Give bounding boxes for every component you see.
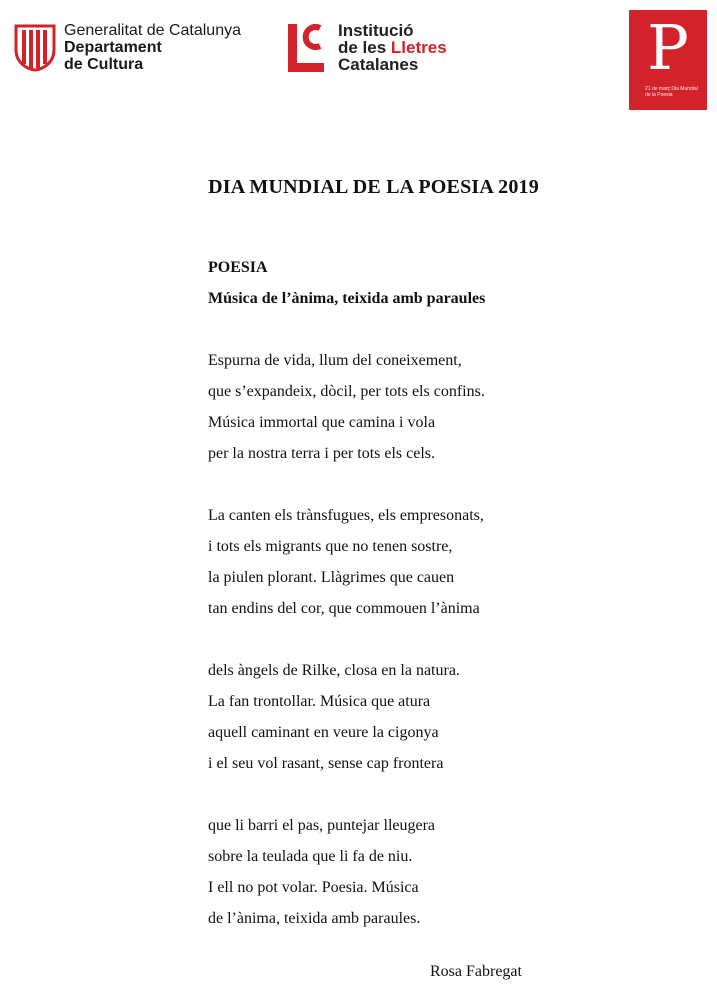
poem-label: POESIA — [208, 259, 268, 276]
verse: La canten els trànsfugues, els empresonats, — [208, 507, 484, 524]
verse: per la nostra terra i per tots els cels. — [208, 445, 436, 462]
ilc-line1: Institució — [338, 21, 414, 40]
ilc-line2-prefix: de les — [338, 38, 391, 57]
ilc-line2-red: Lletres — [390, 38, 447, 57]
ilc-logo — [288, 22, 447, 74]
lc-icon — [288, 22, 328, 74]
verse: aquell caminant en veure la cigonya — [208, 724, 439, 741]
verse: dels àngels de Rilke, closa en la natura. — [208, 662, 460, 679]
gencat-name: Generalitat de Catalunya — [64, 22, 241, 39]
gencat-logo — [12, 22, 241, 73]
ilc-line3: Catalanes — [338, 55, 419, 74]
badge-caption: 21 de març Dia Mundial de la Poesia — [645, 86, 698, 98]
verse: Música immortal que camina i vola — [208, 414, 436, 431]
stanza-4 — [208, 810, 668, 934]
verse: I ell no pot volar. Poesia. Música — [208, 879, 419, 896]
badge-letter: P — [647, 11, 689, 84]
author-signature: Rosa Fabregat — [430, 963, 522, 980]
verse: que li barri el pas, puntejar lleugera — [208, 817, 436, 834]
verse: sobre la teulada que li fa de niu. — [208, 848, 413, 865]
stanza-1 — [208, 345, 668, 469]
gencat-culture: de Cultura — [64, 56, 144, 73]
verse: que s’expandeix, dòcil, per tots els confins. — [208, 383, 485, 400]
verse: tan endins del cor, que commouen l’ànima — [208, 600, 480, 617]
poetry-day-badge — [629, 10, 707, 110]
stanza-3 — [208, 655, 668, 779]
poem-subtitle: Música de l’ànima, teixida amb paraules — [208, 290, 486, 307]
verse: de l’ànima, teixida amb paraules. — [208, 910, 421, 927]
verse: La fan trontollar. Música que atura — [208, 693, 431, 710]
verse: i el seu vol rasant, sense cap frontera — [208, 755, 444, 772]
header — [0, 0, 717, 120]
ilc-line2 — [338, 39, 447, 56]
gencat-department: Departament — [64, 39, 162, 56]
verse: Espurna de vida, llum del coneixement, — [208, 352, 462, 369]
verse: i tots els migrants que no tenen sostre, — [208, 538, 453, 555]
stanza-2 — [208, 500, 668, 624]
page-title: DIA MUNDIAL DE LA POESIA 2019 — [208, 176, 539, 198]
poem — [208, 252, 668, 965]
verse: la piulen plorant. Llàgrimes que cauen — [208, 569, 455, 586]
catalan-flag-emblem-icon — [12, 22, 58, 72]
